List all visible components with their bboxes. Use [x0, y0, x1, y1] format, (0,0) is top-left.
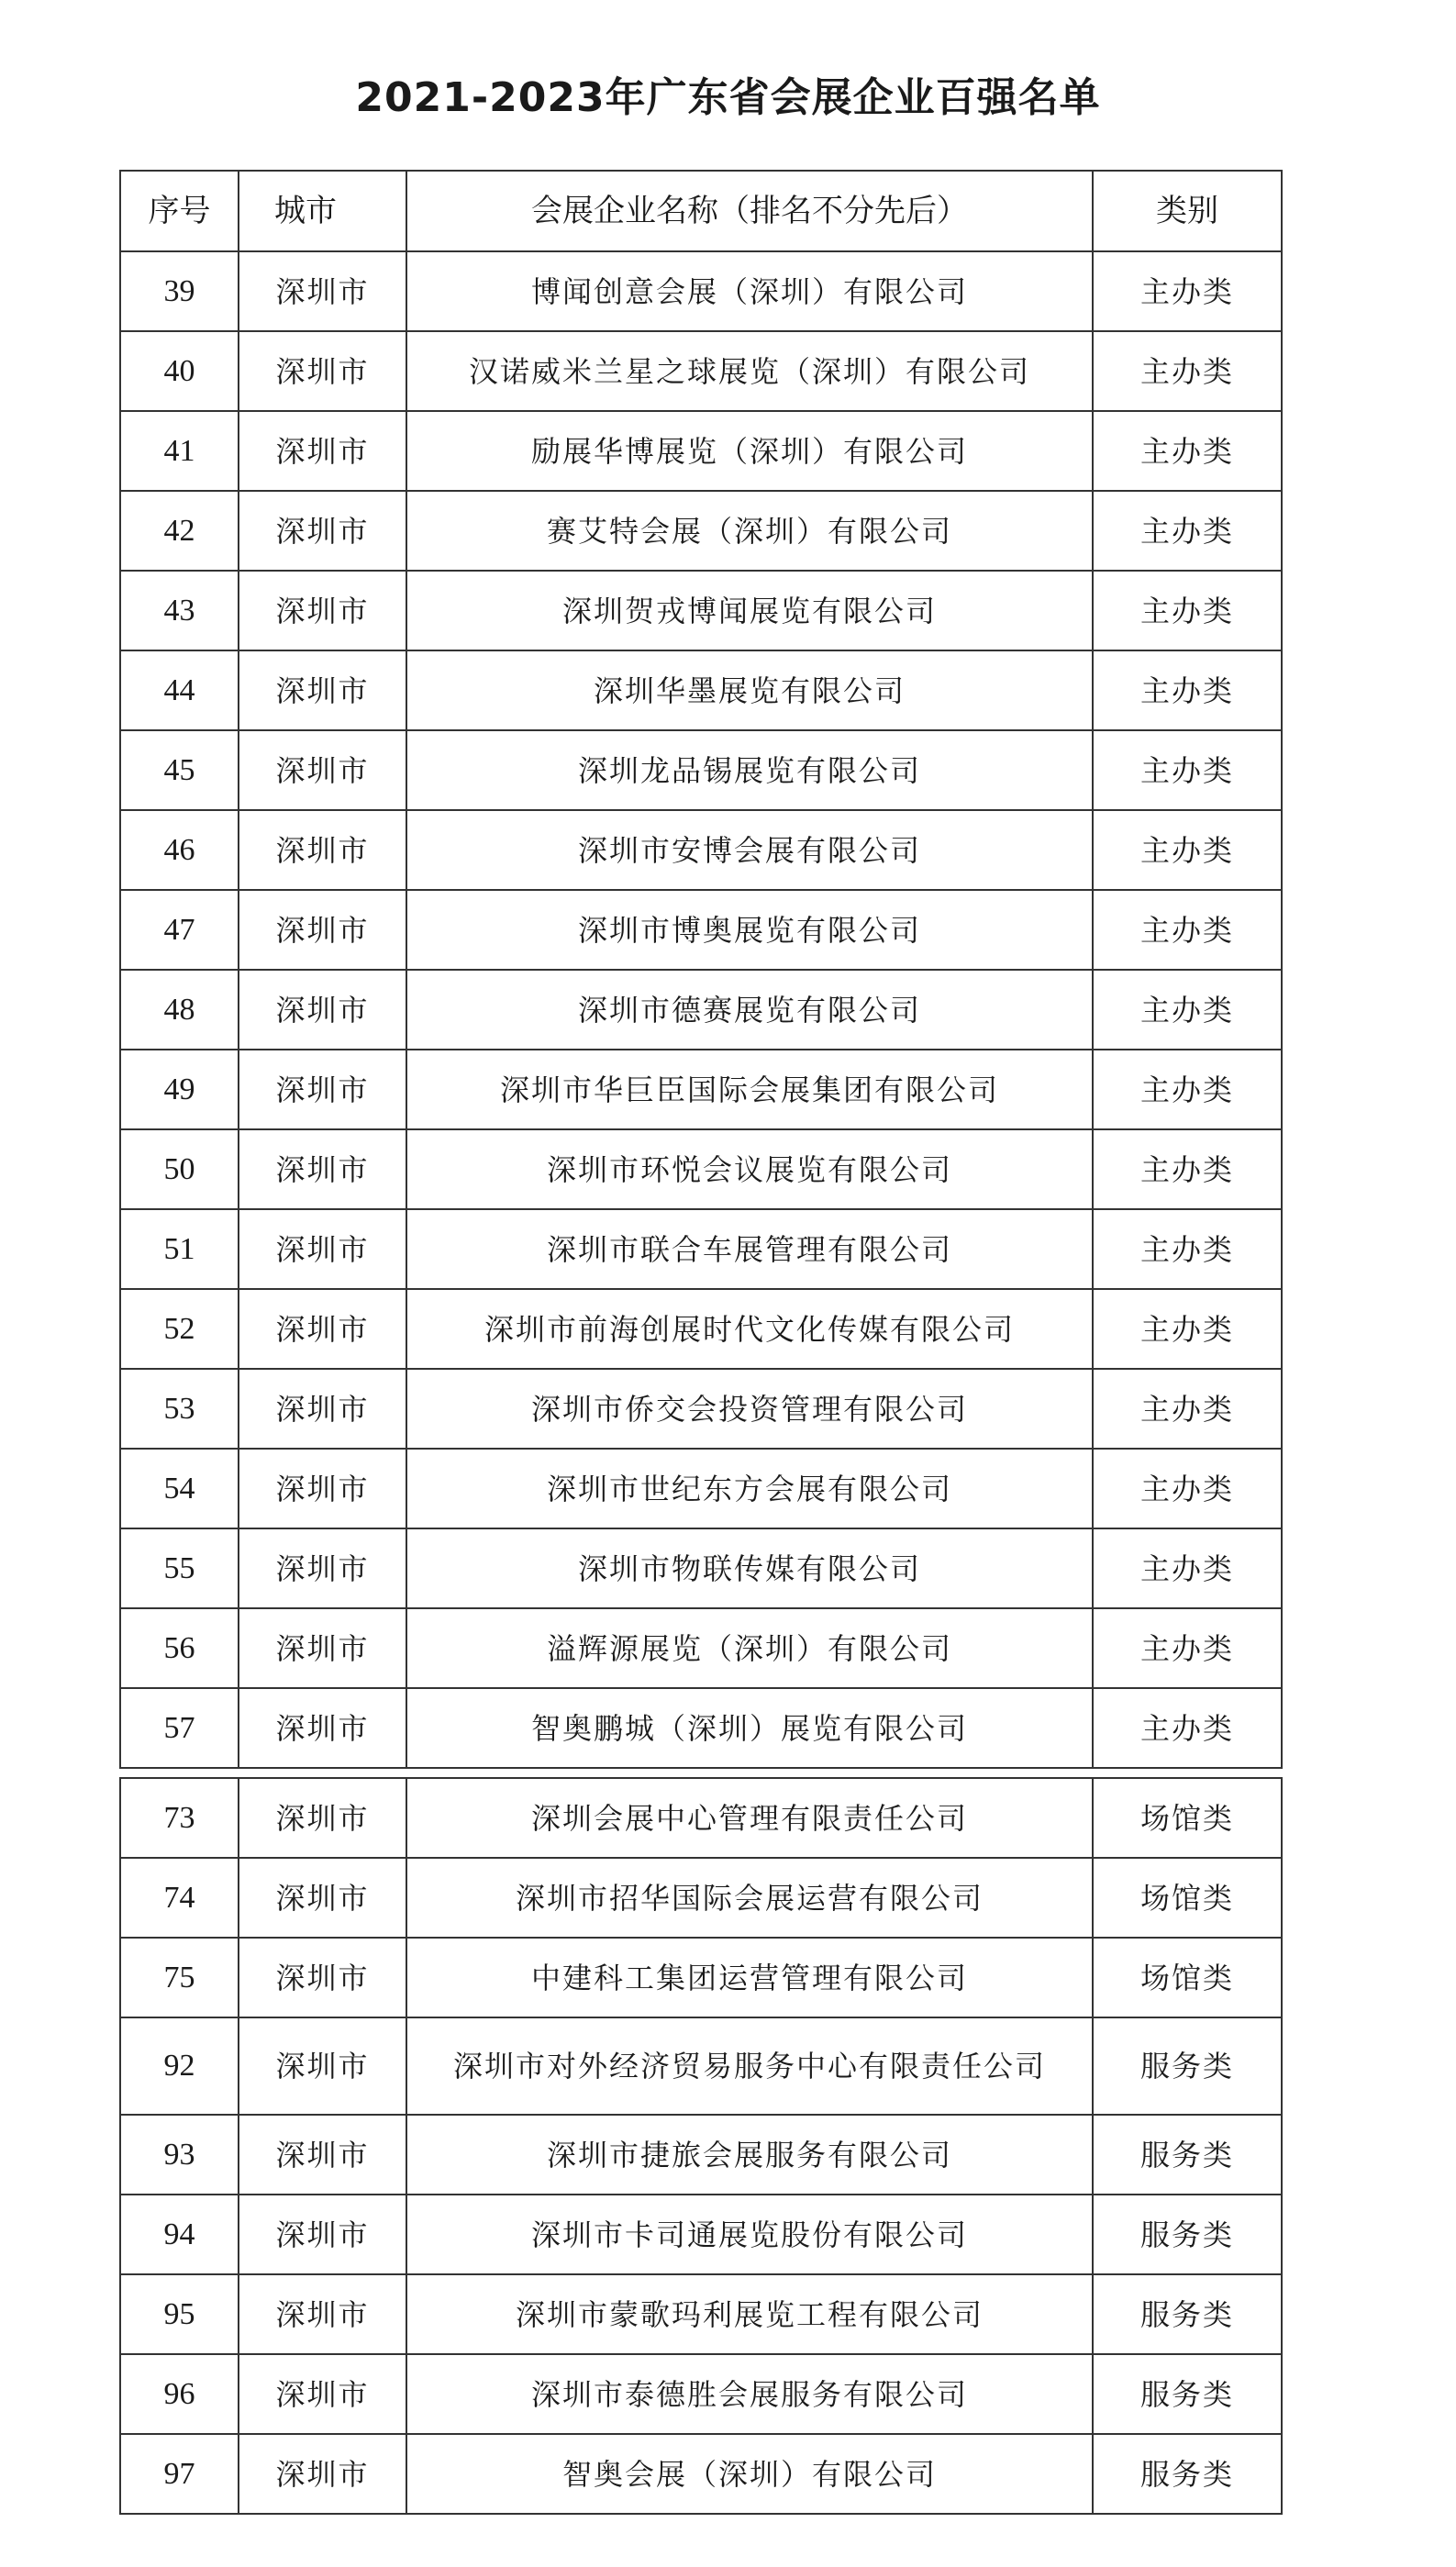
row-company-name: 深圳市博奥展览有限公司	[406, 890, 1093, 970]
row-city: 深圳市	[239, 1608, 406, 1688]
row-category: 主办类	[1093, 331, 1282, 411]
row-category: 服务类	[1093, 2434, 1282, 2514]
table-row	[120, 1858, 1282, 1938]
row-city: 深圳市	[239, 1858, 406, 1938]
row-index: 42	[120, 491, 239, 571]
row-city: 深圳市	[239, 1209, 406, 1289]
table-header-row	[120, 171, 1282, 251]
row-company-name: 深圳华墨展览有限公司	[406, 650, 1093, 730]
row-city: 深圳市	[239, 1369, 406, 1449]
row-category: 服务类	[1093, 2195, 1282, 2274]
table-row	[120, 1129, 1282, 1209]
page-title: 2021-2023年广东省会展企业百强名单	[355, 74, 1101, 121]
row-index: 40	[120, 331, 239, 411]
row-category: 主办类	[1093, 1289, 1282, 1369]
table-row	[120, 810, 1282, 890]
row-city: 深圳市	[239, 970, 406, 1050]
row-city: 深圳市	[239, 251, 406, 331]
row-index: 96	[120, 2354, 239, 2434]
table-row	[120, 2434, 1282, 2514]
row-company-name: 深圳市华巨臣国际会展集团有限公司	[406, 1050, 1093, 1129]
row-index: 73	[120, 1778, 239, 1858]
table-row	[120, 890, 1282, 970]
table-row	[120, 650, 1282, 730]
header-name: 会展企业名称（排名不分先后）	[406, 171, 1093, 251]
row-company-name: 深圳市捷旅会展服务有限公司	[406, 2115, 1093, 2195]
row-index: 53	[120, 1369, 239, 1449]
row-category: 服务类	[1093, 2017, 1282, 2115]
row-company-name: 深圳市蒙歌玛利展览工程有限公司	[406, 2274, 1093, 2354]
row-city: 深圳市	[239, 1528, 406, 1608]
row-index: 56	[120, 1608, 239, 1688]
row-city: 深圳市	[239, 331, 406, 411]
row-category: 场馆类	[1093, 1858, 1282, 1938]
row-company-name: 赛艾特会展（深圳）有限公司	[406, 491, 1093, 571]
row-city: 深圳市	[239, 2354, 406, 2434]
table-row	[120, 251, 1282, 331]
row-index: 44	[120, 650, 239, 730]
row-index: 50	[120, 1129, 239, 1209]
row-city: 深圳市	[239, 571, 406, 650]
row-company-name: 深圳市泰德胜会展服务有限公司	[406, 2354, 1093, 2434]
row-index: 93	[120, 2115, 239, 2195]
table-row	[120, 1289, 1282, 1369]
row-category: 主办类	[1093, 1050, 1282, 1129]
table-row	[120, 1778, 1282, 1858]
row-index: 97	[120, 2434, 239, 2514]
row-index: 54	[120, 1449, 239, 1528]
row-company-name: 汉诺威米兰星之球展览（深圳）有限公司	[406, 331, 1093, 411]
header-category: 类别	[1093, 171, 1282, 251]
row-category: 主办类	[1093, 890, 1282, 970]
row-company-name: 深圳市侨交会投资管理有限公司	[406, 1369, 1093, 1449]
row-city: 深圳市	[239, 491, 406, 571]
row-city: 深圳市	[239, 730, 406, 810]
row-company-name: 深圳市德赛展览有限公司	[406, 970, 1093, 1050]
row-category: 主办类	[1093, 810, 1282, 890]
row-city: 深圳市	[239, 1778, 406, 1858]
row-city: 深圳市	[239, 2115, 406, 2195]
row-category: 主办类	[1093, 650, 1282, 730]
row-city: 深圳市	[239, 1449, 406, 1528]
table-row	[120, 1449, 1282, 1528]
row-index: 57	[120, 1688, 239, 1768]
row-category: 主办类	[1093, 970, 1282, 1050]
row-category: 主办类	[1093, 730, 1282, 810]
row-city: 深圳市	[239, 2195, 406, 2274]
row-index: 75	[120, 1938, 239, 2017]
row-company-name: 智奥会展（深圳）有限公司	[406, 2434, 1093, 2514]
table-row	[120, 1938, 1282, 2017]
row-company-name: 中建科工集团运营管理有限公司	[406, 1938, 1093, 2017]
table-row	[120, 2195, 1282, 2274]
row-index: 94	[120, 2195, 239, 2274]
header-index: 序号	[120, 171, 239, 251]
row-company-name: 深圳市招华国际会展运营有限公司	[406, 1858, 1093, 1938]
row-city: 深圳市	[239, 650, 406, 730]
row-category: 主办类	[1093, 1369, 1282, 1449]
row-index: 74	[120, 1858, 239, 1938]
row-category: 服务类	[1093, 2274, 1282, 2354]
table-row	[120, 2115, 1282, 2195]
table-row	[120, 1050, 1282, 1129]
row-city: 深圳市	[239, 2274, 406, 2354]
row-city: 深圳市	[239, 1050, 406, 1129]
table-row	[120, 970, 1282, 1050]
table-row	[120, 2017, 1282, 2115]
table-row	[120, 491, 1282, 571]
table-row	[120, 331, 1282, 411]
row-category: 主办类	[1093, 1688, 1282, 1768]
table-row	[120, 1688, 1282, 1768]
row-company-name: 深圳市卡司通展览股份有限公司	[406, 2195, 1093, 2274]
row-index: 47	[120, 890, 239, 970]
row-category: 服务类	[1093, 2354, 1282, 2434]
table-row	[120, 1369, 1282, 1449]
row-category: 主办类	[1093, 411, 1282, 491]
row-city: 深圳市	[239, 1289, 406, 1369]
header-city: 城市	[239, 171, 406, 251]
table-row	[120, 2274, 1282, 2354]
row-company-name: 深圳市世纪东方会展有限公司	[406, 1449, 1093, 1528]
row-company-name: 智奥鹏城（深圳）展览有限公司	[406, 1688, 1093, 1768]
row-city: 深圳市	[239, 2434, 406, 2514]
row-company-name: 深圳会展中心管理有限责任公司	[406, 1778, 1093, 1858]
row-city: 深圳市	[239, 890, 406, 970]
table-body-bottom	[120, 1778, 1282, 2514]
row-index: 45	[120, 730, 239, 810]
row-company-name: 深圳龙品锡展览有限公司	[406, 730, 1093, 810]
enterprise-table-top	[119, 170, 1283, 1769]
row-company-name: 深圳市联合车展管理有限公司	[406, 1209, 1093, 1289]
row-index: 43	[120, 571, 239, 650]
row-index: 95	[120, 2274, 239, 2354]
table-row	[120, 1528, 1282, 1608]
table-row	[120, 571, 1282, 650]
row-index: 49	[120, 1050, 239, 1129]
row-index: 41	[120, 411, 239, 491]
row-city: 深圳市	[239, 1938, 406, 2017]
row-index: 39	[120, 251, 239, 331]
row-category: 主办类	[1093, 1449, 1282, 1528]
row-index: 52	[120, 1289, 239, 1369]
row-category: 服务类	[1093, 2115, 1282, 2195]
row-company-name: 深圳贺戎博闻展览有限公司	[406, 571, 1093, 650]
row-index: 51	[120, 1209, 239, 1289]
row-category: 主办类	[1093, 1209, 1282, 1289]
table-row	[120, 1209, 1282, 1289]
row-category: 主办类	[1093, 1528, 1282, 1608]
table-row	[120, 2354, 1282, 2434]
row-category: 主办类	[1093, 491, 1282, 571]
row-city: 深圳市	[239, 1688, 406, 1768]
row-company-name: 深圳市安博会展有限公司	[406, 810, 1093, 890]
enterprise-table-bottom	[119, 1777, 1283, 2515]
row-city: 深圳市	[239, 411, 406, 491]
row-company-name: 溢辉源展览（深圳）有限公司	[406, 1608, 1093, 1688]
row-city: 深圳市	[239, 2017, 406, 2115]
table-body-top	[120, 251, 1282, 1768]
row-index: 92	[120, 2017, 239, 2115]
row-category: 主办类	[1093, 571, 1282, 650]
row-category: 场馆类	[1093, 1778, 1282, 1858]
row-company-name: 深圳市环悦会议展览有限公司	[406, 1129, 1093, 1209]
row-city: 深圳市	[239, 1129, 406, 1209]
row-index: 55	[120, 1528, 239, 1608]
row-company-name: 博闻创意会展（深圳）有限公司	[406, 251, 1093, 331]
table-row	[120, 1608, 1282, 1688]
row-category: 场馆类	[1093, 1938, 1282, 2017]
row-city: 深圳市	[239, 810, 406, 890]
row-category: 主办类	[1093, 1608, 1282, 1688]
row-company-name: 深圳市物联传媒有限公司	[406, 1528, 1093, 1608]
row-company-name: 励展华博展览（深圳）有限公司	[406, 411, 1093, 491]
row-company-name: 深圳市对外经济贸易服务中心有限责任公司	[406, 2017, 1093, 2115]
row-index: 48	[120, 970, 239, 1050]
row-index: 46	[120, 810, 239, 890]
table-row	[120, 730, 1282, 810]
row-category: 主办类	[1093, 251, 1282, 331]
row-company-name: 深圳市前海创展时代文化传媒有限公司	[406, 1289, 1093, 1369]
row-category: 主办类	[1093, 1129, 1282, 1209]
table-row	[120, 411, 1282, 491]
